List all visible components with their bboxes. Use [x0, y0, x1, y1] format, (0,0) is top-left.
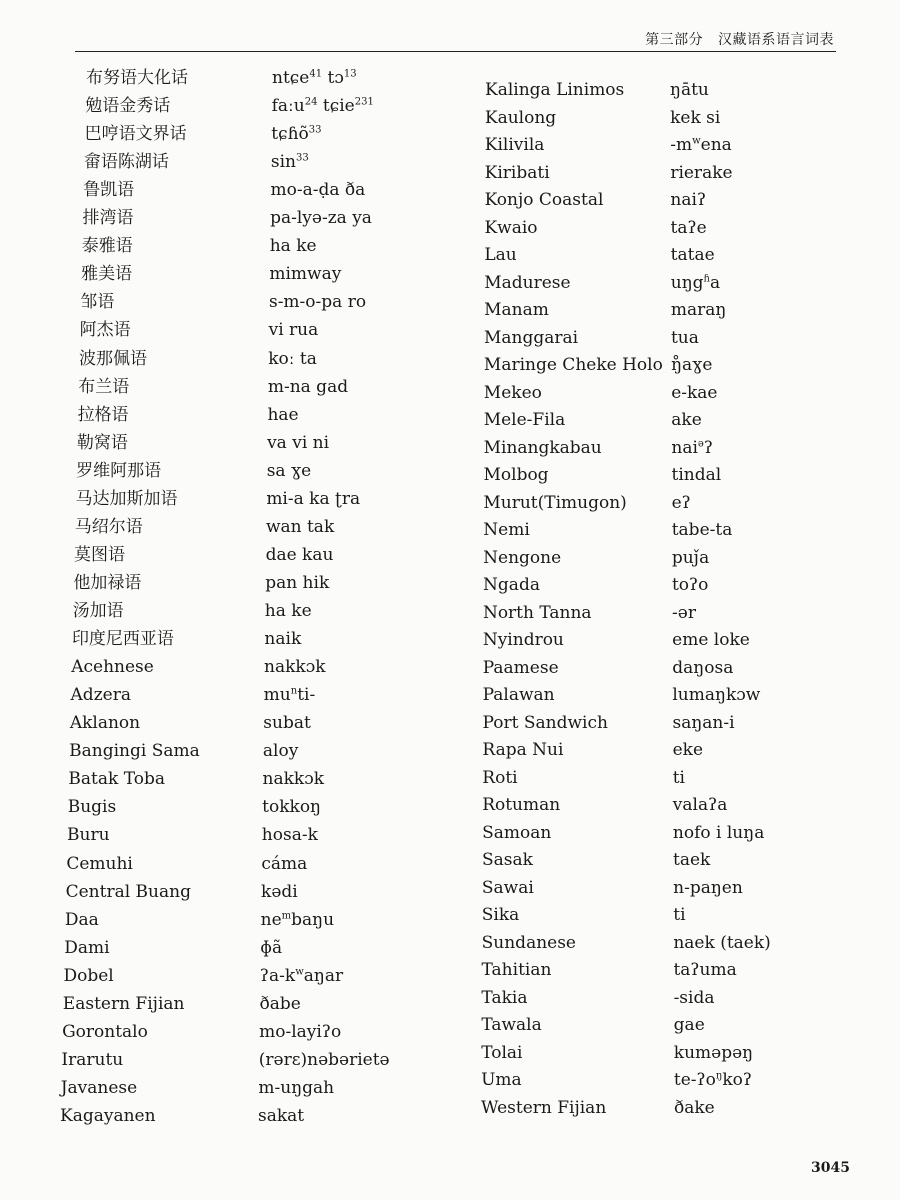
- word-form: ŋ̊aɣe: [671, 355, 713, 376]
- word-form: dae kau: [265, 544, 334, 565]
- word-form: sakat: [258, 1106, 305, 1126]
- language-name: Molbog: [483, 465, 549, 486]
- language-name: Lau: [484, 245, 517, 266]
- language-name: Port Sandwich: [482, 712, 608, 733]
- language-name: Tahitian: [481, 960, 552, 981]
- language-name: Kagayanen: [60, 1106, 156, 1126]
- language-name: Murut(Timugon): [483, 492, 627, 513]
- word-form: ake: [671, 410, 702, 431]
- language-name: Madurese: [484, 272, 571, 293]
- word-form: eke: [672, 740, 704, 761]
- word-form: ðake: [674, 1098, 715, 1118]
- language-name: Sasak: [481, 850, 533, 871]
- word-form: $-m^wena$: [670, 135, 732, 156]
- word-form: lumaŋkɔw: [672, 685, 761, 706]
- language-name: Manam: [484, 300, 549, 321]
- word-form: cáma: [261, 853, 308, 874]
- language-name: 他加禄语: [73, 572, 142, 593]
- language-name: Uma: [481, 1070, 522, 1091]
- word-form: s-m-o-pa ro: [268, 292, 367, 313]
- language-name: Aklanon: [69, 713, 141, 734]
- word-form: (rərɛ)nəbərietə: [258, 1049, 390, 1070]
- language-name: Paamese: [482, 657, 559, 678]
- language-name: 勉语金秀话: [85, 96, 171, 117]
- word-form: puǰa: [671, 547, 710, 568]
- word-form: saŋan-i: [672, 712, 735, 733]
- language-name: 马绍尔语: [74, 516, 143, 537]
- word-form: hosa-k: [261, 825, 318, 846]
- language-name: Western Fijian: [481, 1098, 607, 1118]
- word-form: valaʔa: [672, 795, 728, 816]
- word-form: $mu^nti-$: [263, 685, 316, 706]
- language-name: Kwaio: [484, 217, 538, 238]
- word-form: $ʔa-k^waŋar$: [259, 965, 344, 986]
- language-name: 布努语大化话: [86, 68, 188, 88]
- word-form: eme loke: [672, 630, 750, 651]
- language-name: 印度尼西亚语: [71, 629, 174, 650]
- language-name: Cemuhi: [66, 853, 133, 874]
- word-form: vi rua: [268, 320, 319, 341]
- language-name: 汤加语: [72, 601, 124, 622]
- language-name: Gorontalo: [62, 1021, 148, 1042]
- word-form: kuməpəŋ: [673, 1042, 754, 1063]
- word-form: va vi ni: [267, 432, 330, 453]
- word-form: mi-a ka ʈra: [266, 488, 361, 509]
- language-name: 马达加斯加语: [75, 488, 178, 509]
- language-name: 莫图语: [74, 544, 126, 565]
- language-name: Irarutu: [61, 1049, 124, 1070]
- language-name: Mekeo: [483, 382, 542, 403]
- language-name: Mele-Fila: [483, 410, 566, 431]
- word-form: -ər: [672, 602, 696, 623]
- word-form: m-na gad: [267, 376, 349, 397]
- word-form: aloy: [262, 741, 299, 762]
- word-form: te-ʔo$^ŋ$koʔ: [673, 1070, 752, 1091]
- language-name: Daa: [64, 909, 99, 930]
- word-form: tɕɦõ$^{33}$: [271, 124, 322, 145]
- language-name: Takia: [481, 987, 528, 1008]
- language-name: 巴哼语文界话: [84, 124, 187, 145]
- word-form: hae: [267, 404, 299, 425]
- language-name: 邹语: [80, 292, 115, 313]
- word-form: pan hik: [265, 572, 330, 593]
- language-name: 泰雅语: [81, 236, 133, 257]
- running-header: [645, 29, 834, 49]
- language-name: 波那佩语: [78, 348, 147, 369]
- word-form: ɸã: [260, 937, 283, 958]
- word-form: m-uŋgah: [258, 1077, 335, 1098]
- language-name: Acehnese: [71, 657, 154, 678]
- language-name: Maringe Cheke Holo: [483, 355, 663, 376]
- language-name: 畲语陈湖话: [83, 152, 169, 173]
- word-form: mo-layiʔo: [259, 1021, 342, 1042]
- word-form: subat: [263, 713, 311, 734]
- word-form: pa-lyə-za ya: [270, 208, 372, 229]
- language-name: Nyindrou: [482, 630, 564, 651]
- language-name: Eastern Fijian: [62, 993, 185, 1014]
- word-form: kek si: [670, 107, 721, 128]
- language-name: Sawai: [481, 877, 534, 898]
- language-name: 勒窝语: [76, 432, 128, 453]
- word-form: naek (taek): [673, 932, 771, 953]
- language-name: Bangingi Sama: [69, 741, 200, 762]
- language-name: 鲁凯语: [83, 180, 135, 201]
- word-form: ntɕe$^{41}$ tɔ$^{13}$: [272, 68, 357, 88]
- language-name: Palawan: [482, 685, 555, 706]
- header-rule: [75, 51, 836, 52]
- language-name: North Tanna: [482, 602, 592, 623]
- language-name: Dami: [64, 937, 110, 958]
- word-form: tabe-ta: [671, 520, 733, 541]
- language-name: 拉格语: [77, 404, 129, 425]
- word-form: sa ɣe: [266, 460, 312, 481]
- word-form: mo-a-ḍa ða: [270, 180, 366, 201]
- word-form: tua: [670, 327, 699, 348]
- word-form: $\sin^{33}$: [270, 152, 309, 173]
- word-form: naik: [264, 629, 302, 650]
- language-name: Tolai: [481, 1042, 523, 1063]
- word-form: kədi: [261, 881, 298, 902]
- word-form: koː ta: [268, 348, 317, 369]
- word-form: toʔo: [671, 575, 709, 596]
- word-form: gae: [673, 1015, 705, 1036]
- language-name: 排湾语: [82, 208, 134, 229]
- word-form: ðabe: [259, 993, 301, 1014]
- word-form: taʔuma: [673, 960, 737, 981]
- header-part: 第三部分: [645, 32, 704, 48]
- language-name: Rotuman: [482, 795, 561, 816]
- page-number: 3045: [811, 1160, 850, 1176]
- word-form: tokkoŋ: [262, 797, 322, 818]
- language-name: Tawala: [481, 1015, 542, 1036]
- language-name: Minangkabau: [483, 437, 602, 458]
- word-form: taʔe: [670, 217, 707, 238]
- language-name: Nengone: [483, 547, 562, 568]
- word-form: tindal: [671, 465, 722, 486]
- language-name: Konjo Coastal: [484, 190, 604, 211]
- language-name: Dobel: [63, 965, 114, 986]
- language-name: Rapa Nui: [482, 740, 564, 761]
- language-name: Kaulong: [484, 107, 557, 128]
- language-name: Nemi: [483, 520, 530, 541]
- language-name: Central Buang: [65, 881, 191, 902]
- word-form: wan tak: [265, 516, 335, 537]
- header-title: 汉藏语系语言词表: [718, 32, 834, 48]
- language-name: 布兰语: [78, 376, 130, 397]
- language-name: Bugis: [67, 797, 117, 818]
- language-name: 阿杰语: [79, 320, 131, 341]
- word-form: faːu$^{24}$ tɕie$^{231}$: [271, 96, 374, 117]
- word-form: nai$^ə$ʔ: [671, 437, 713, 458]
- language-name: Ngada: [483, 575, 540, 596]
- word-form: -sida: [673, 987, 715, 1008]
- language-name: Kalinga Linimos: [485, 80, 625, 100]
- word-form: tatae: [670, 245, 715, 266]
- language-name: Samoan: [482, 822, 552, 843]
- language-name: Buru: [67, 825, 110, 846]
- language-name: Javanese: [60, 1077, 138, 1098]
- word-form: nakkɔk: [264, 657, 326, 678]
- word-form: mimway: [269, 264, 342, 285]
- word-form: uŋg$^ɦ$a: [670, 272, 721, 293]
- word-form: daŋosa: [672, 657, 734, 678]
- word-form: ti: [672, 767, 685, 788]
- language-name: Roti: [482, 767, 518, 788]
- word-form: $ne^mbaŋu$: [260, 909, 335, 930]
- language-name: Batak Toba: [68, 769, 165, 790]
- language-name: Kiribati: [484, 162, 550, 183]
- word-form: ti: [673, 905, 686, 926]
- word-form: maraŋ: [670, 300, 727, 321]
- language-name: Kilivila: [484, 135, 545, 156]
- language-name: Sundanese: [481, 932, 576, 953]
- language-name: 罗维阿那语: [76, 460, 162, 481]
- word-form: rierake: [670, 162, 733, 183]
- word-form: e-kae: [671, 382, 718, 403]
- word-form: eʔ: [671, 492, 691, 513]
- word-form: ha ke: [264, 601, 312, 622]
- language-name: 雅美语: [81, 264, 133, 285]
- word-form: nofo i luŋa: [672, 822, 765, 843]
- language-name: Adzera: [70, 685, 131, 706]
- word-form: taek: [673, 850, 711, 871]
- word-form: n-paŋen: [673, 877, 743, 898]
- word-form: ha ke: [269, 236, 317, 257]
- language-name: Manggarai: [484, 327, 579, 348]
- language-name: Sika: [481, 905, 520, 926]
- word-form: nakkɔk: [262, 769, 325, 790]
- word-form: naiʔ: [670, 190, 707, 211]
- word-form: ŋātu: [670, 80, 709, 100]
